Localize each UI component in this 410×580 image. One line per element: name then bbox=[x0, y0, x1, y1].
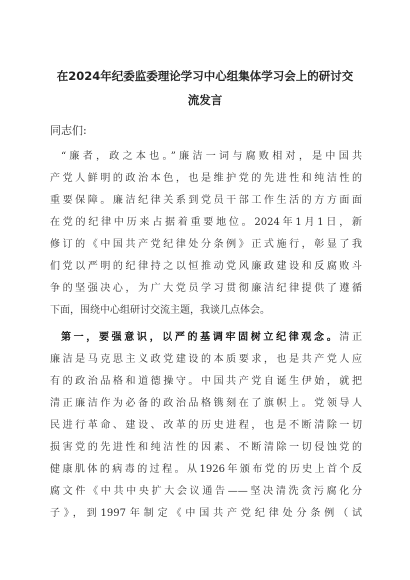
paragraph1-line7: 争的坚强决心，为广大党员学习贯彻廉洁纪律提供了遵循 bbox=[50, 283, 362, 294]
paragraph2-line5: 民进行革命、建设、改革的历史进程，也是不断清除一切 bbox=[50, 420, 362, 431]
paragraph1-line5: 修订的《中国共产党纪律处分条例》正式施行，彰显了我 bbox=[50, 239, 362, 250]
salutation: 同志们: bbox=[50, 124, 87, 137]
paragraph1-line8: 下面，围绕中心组研讨交流主题，我谈几点体会。 bbox=[50, 305, 270, 316]
paragraph2-heading: 第一，要强意识，以严的基调牢固树立纪律观念。 bbox=[61, 332, 340, 343]
paragraph2-line6: 损害党的先进性和纯洁性的因素、不断清除一切侵蚀党的 bbox=[50, 442, 362, 453]
paragraph1-line2: 产党人鲜明的政治本色，也是维护党的先进性和纯洁性的 bbox=[50, 173, 362, 184]
document-title-line2: 流发言 bbox=[187, 93, 223, 107]
paragraph2-line7: 健康肌体的病毒的过程。从1926年颁布党的历史上首个反 bbox=[50, 464, 362, 475]
paragraph2-line1 bbox=[61, 331, 362, 345]
paragraph2-line4: 清正廉洁作为必备的政治品格镌刻在了旗帜上。党领导人 bbox=[50, 398, 362, 409]
paragraph1-line4: 在党的纪律中历来占据着重要地位。2024年1月1日，新 bbox=[50, 217, 362, 228]
paragraph1-line1: “廉者，政之本也。”廉洁一词与腐败相对，是中国共 bbox=[61, 151, 362, 162]
document-title-line1: 在2024年纪委监委理论学习中心组集体学习会上的研讨交 bbox=[56, 69, 354, 83]
paragraph1-line3: 重要保障。廉洁纪律关系到党员干部工作生活的方方面面 bbox=[50, 195, 362, 206]
paragraph2-line2: 廉洁是马克思主义政党建设的本质要求，也是共产党人应 bbox=[50, 354, 362, 365]
paragraph2-heading-tail: 清正 bbox=[339, 332, 363, 343]
paragraph2-line3: 有的政治品格和道德操守。中国共产党自诞生伊始，就把 bbox=[50, 376, 362, 387]
paragraph2-line8: 腐文件《中共中央扩大会议通告——坚决清洗贪污腐化分 bbox=[50, 486, 362, 497]
paragraph1-line6: 们党以严明的纪律持之以恒推动党风廉政建设和反腐败斗 bbox=[50, 261, 362, 272]
paragraph2-line9: 子》，到1997年制定《中国共产党纪律处分条例（试 bbox=[50, 508, 362, 519]
